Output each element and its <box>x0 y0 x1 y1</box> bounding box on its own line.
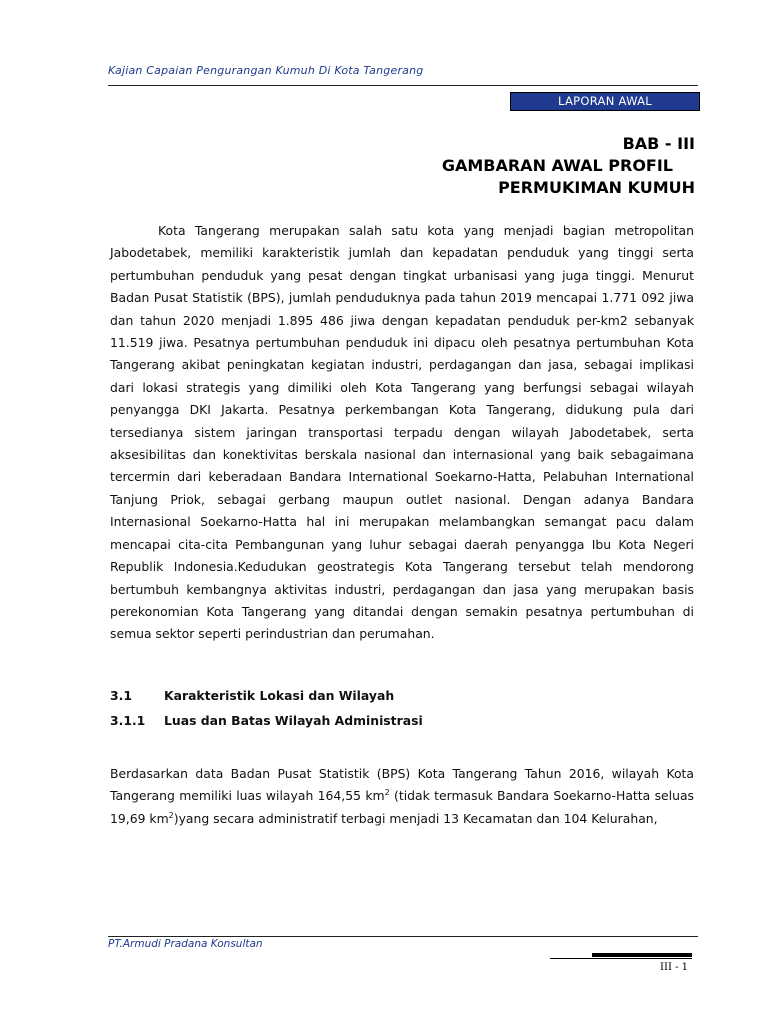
area-paragraph <box>110 763 694 830</box>
intro-paragraph: Kota Tangerang merupakan salah satu kota yang menjadi bagian metropolitan Jabodetabek, memiliki karakteristik jumlah dan kepadatan penduduk yang tinggi serta pertumbuhan penduduk yang pesat dengan tingkat urbanisasi yang juga tinggi. Menurut Badan Pusat Statistik (BPS), jumlah penduduknya pada tahun 2019 mencapai 1.771 092 jiwa dan tahun 2020 menjadi 1.895 486 jiwa dengan kepadatan penduduk per-km2 sebanyak 11.519 jiwa. Pesatnya pertumbuhan penduduk ini dipacu oleh pesatnya pertumbuhan Kota Tangerang akibat peningkatan kegiatan industri, perdagangan dan jasa, sebagai implikasi dari lokasi strategis yang dimiliki oleh Kota Tangerang yang berfungsi sebagai wilayah penyangga DKI Jakarta. Pesatnya perkembangan Kota Tangerang, didukung pula dari tersedianya sistem jaringan transportasi terpadu dengan wilayah Jabodetabek, serta aksesibilitas dan konektivitas berskala nasional dan internasional yang baik sebagaimana tercermin dari keberadaan Bandara International Soekarno-Hatta, Pelabuhan International Tanjung Priok, sebagai gerbang maupun outlet nasional. Dengan adanya Bandara Internasional Soekarno-Hatta hal ini merupakan melambangkan semangat pacu dalam mencapai cita-cita Pembangunan yang luhur sebagai daerah penyangga Ibu Kota Negeri Republik Indonesia.Kedudukan geostrategis Kota Tangerang tersebut telah mendorong bertumbuh kembangnya aktivitas industri, perdagangan dan jasa yang merupakan basis perekonomian Kota Tangerang yang ditandai dengan semakin pesatnya pertumbuhan di semua sektor seperti perindustrian dan perumahan. <box>110 223 694 642</box>
footer-rule-thin <box>550 958 692 959</box>
page-number: III - 1 <box>660 962 688 973</box>
chapter-label: BAB - III <box>622 134 695 153</box>
chapter-title-line1: GAMBARAN AWAL PROFIL <box>441 156 673 175</box>
section-number: 3.1 <box>110 688 132 703</box>
footer-company: PT.Armudi Pradana Konsultan <box>108 938 263 950</box>
area-text-part2: (tidak termasuk Bandara Soekarno-Hatta seluas 19,69 km <box>110 788 694 826</box>
subsection-title: Luas dan Batas Wilayah Administrasi <box>164 713 423 728</box>
area-text-part1: Berdasarkan data Badan Pusat Statistik (BPS) Kota Tangerang Tahun 2016, wilayah Kota Tangerang memiliki luas wilayah 164,55 km <box>110 766 694 804</box>
chapter-title-line2: PERMUKIMAN KUMUH <box>498 178 695 197</box>
chapter-heading <box>442 133 695 199</box>
footer-divider <box>108 936 698 937</box>
superscript-2: 2 <box>168 810 174 820</box>
header-divider <box>108 85 698 86</box>
subsection-number: 3.1.1 <box>110 713 146 728</box>
footer-rule-thick <box>592 953 692 957</box>
section-title: Karakteristik Lokasi dan Wilayah <box>164 688 395 703</box>
superscript-2: 2 <box>384 788 390 798</box>
running-header-title: Kajian Capaian Pengurangan Kumuh Di Kota Tangerang <box>108 64 424 77</box>
area-text-part3: )yang secara administratif terbagi menjadi 13 Kecamatan dan 104 Kelurahan, <box>173 810 658 826</box>
report-type-badge: LAPORAN AWAL <box>510 92 700 111</box>
